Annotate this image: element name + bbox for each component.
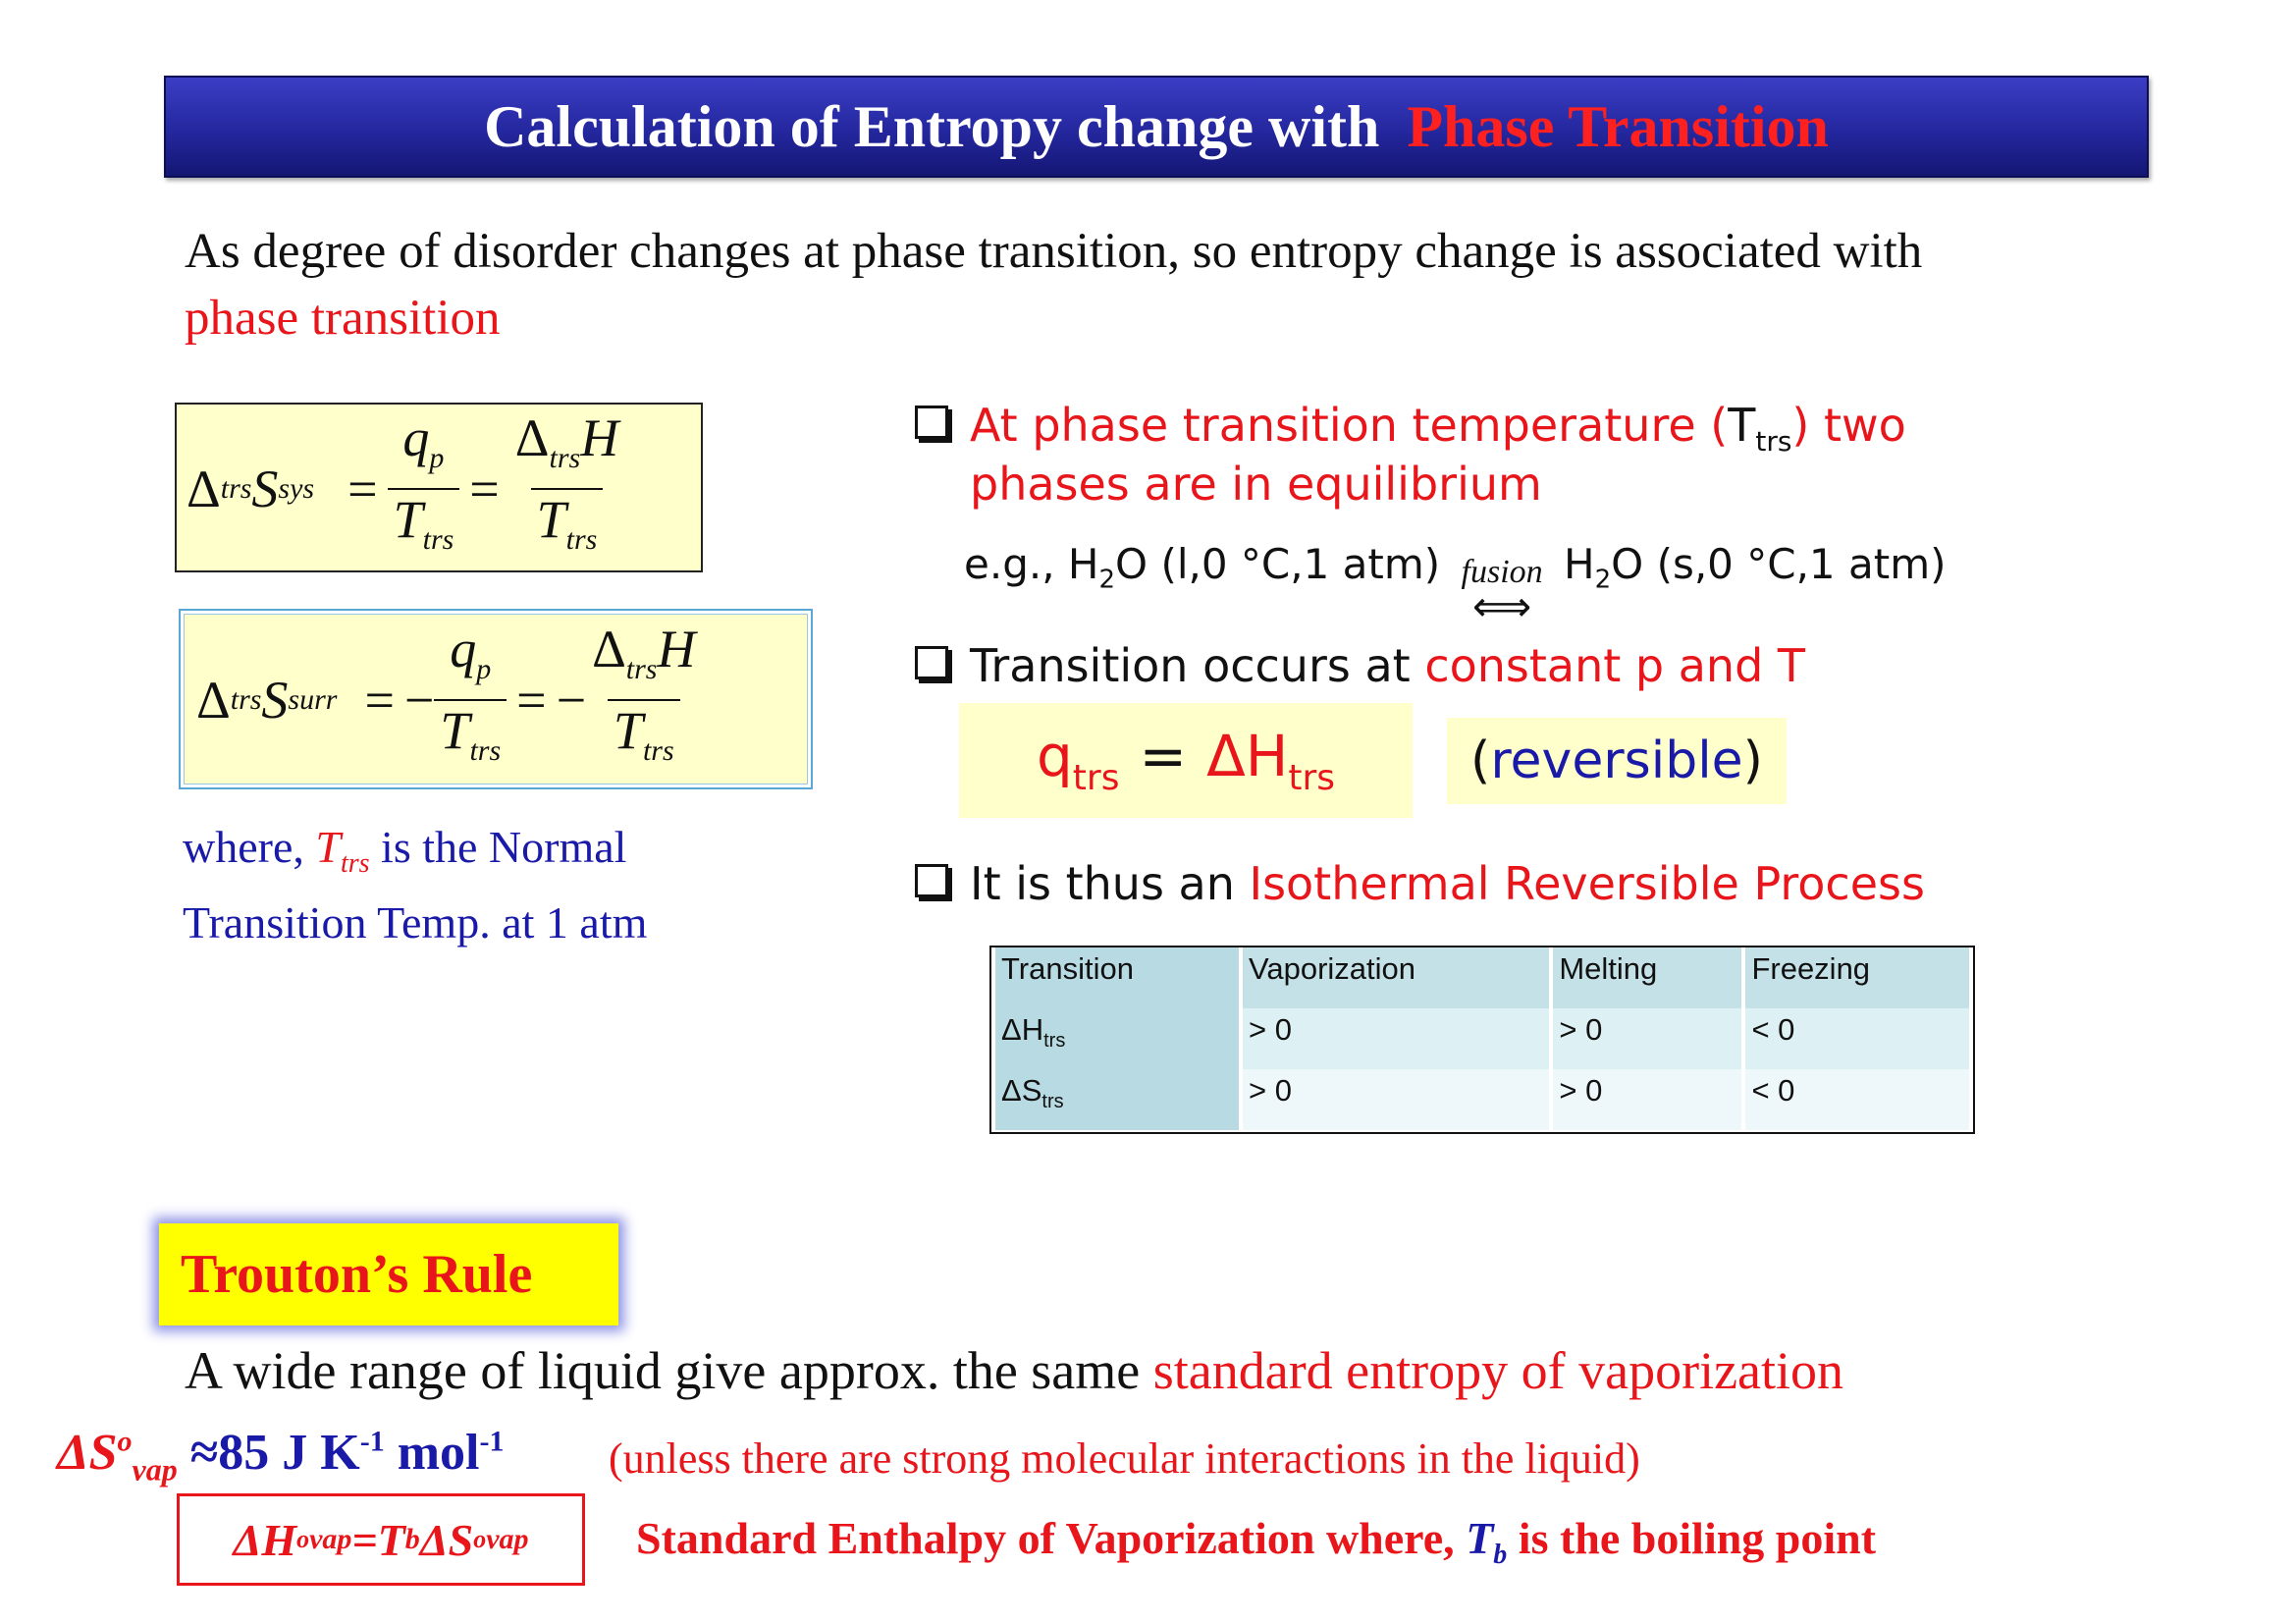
equals-sign: = xyxy=(364,671,395,730)
entropy-vaporization-value xyxy=(57,1424,505,1488)
double-arrow-icon: ⟺ xyxy=(1471,582,1532,630)
minus-sign: − xyxy=(556,671,587,730)
bullet-text: At phase transition temperature ( xyxy=(970,399,1729,452)
bullet-text: It is thus an xyxy=(970,857,1235,910)
intro-paragraph xyxy=(185,218,2187,352)
trouton-text-main: A wide range of liquid give approx. the same xyxy=(185,1341,1141,1400)
caption-text: Standard Enthalpy of Vaporization where, xyxy=(636,1513,1455,1563)
vap-subscript: vap xyxy=(486,1523,529,1555)
enthalpy-vaporization-formula xyxy=(177,1493,585,1586)
t-symbol: T xyxy=(613,701,643,760)
standard-superscript: o xyxy=(117,1425,133,1458)
formula-surroundings-entropy xyxy=(179,609,813,789)
where-suffix: is the Normal xyxy=(381,822,627,872)
sys-subscript: sys xyxy=(278,472,315,505)
table-row-label xyxy=(995,1069,1239,1130)
trs-subscript: trs xyxy=(1072,758,1120,798)
p-subscript: p xyxy=(429,442,445,474)
bullet-constant-p-t xyxy=(915,636,1805,695)
table-cell: > 0 xyxy=(1243,1008,1549,1069)
q-symbol: q xyxy=(402,408,430,467)
delta-s-symbol: ΔS xyxy=(57,1425,118,1481)
transition-table-grid xyxy=(991,947,1973,1130)
trs-subscript: trs xyxy=(340,848,370,880)
trs-subscript: trs xyxy=(220,472,252,505)
table-row-label xyxy=(995,1008,1239,1069)
intro-highlight: phase transition xyxy=(185,291,501,346)
exponent: -1 xyxy=(479,1425,505,1458)
q-equals-delta-h-box xyxy=(959,703,1413,818)
h-symbol: H xyxy=(580,408,619,467)
t-symbol: T xyxy=(393,490,423,549)
where-line2: Transition Temp. at 1 atm xyxy=(183,897,648,948)
open-paren: ( xyxy=(1470,731,1491,790)
table-header-cell: Vaporization xyxy=(1243,947,1549,1008)
example-equation xyxy=(964,535,1947,630)
delta-h-symbol: ΔH xyxy=(1206,723,1289,789)
t-symbol: T xyxy=(315,822,341,872)
table-cell: > 0 xyxy=(1553,1008,1741,1069)
table-cell: < 0 xyxy=(1745,1008,1969,1069)
fraction-q-over-t xyxy=(388,408,460,569)
equals-sign: = xyxy=(1139,723,1188,789)
bullet-text-end: ) two xyxy=(1791,399,1906,452)
trs-subscript: trs xyxy=(1041,1091,1064,1113)
p-subscript: p xyxy=(476,653,492,685)
example-right-state: O (s,0 °C,1 atm) xyxy=(1611,540,1947,588)
mol-unit: mol xyxy=(384,1425,480,1481)
example-left-state: O (l,0 °C,1 atm) xyxy=(1115,540,1441,588)
intro-text: As degree of disorder changes at phase transition, so entropy change is associated with xyxy=(185,224,1923,279)
standard-superscript: o xyxy=(296,1525,310,1553)
molecular-interactions-note: (unless there are strong molecular interactions in the liquid) xyxy=(609,1434,1640,1483)
trs-subscript: trs xyxy=(1043,1030,1066,1053)
example-right-prefix: H xyxy=(1564,540,1595,588)
t-symbol: T xyxy=(1466,1513,1494,1563)
checkbox-bullet-icon xyxy=(915,864,948,897)
formula-system-entropy xyxy=(175,403,703,572)
arrow-label: fusion xyxy=(1461,554,1543,590)
bullet-highlight: constant p and T xyxy=(1424,639,1805,692)
delta-s-symbol: ΔS xyxy=(419,1514,474,1565)
bullet-isothermal xyxy=(915,854,1925,913)
subscript-2: 2 xyxy=(1594,565,1612,595)
delta-symbol: Δ xyxy=(592,620,626,678)
transition-table xyxy=(989,946,1975,1134)
entropy-symbol: S xyxy=(261,671,289,730)
surr-subscript: surr xyxy=(288,683,338,716)
bullet-text: Transition occurs at xyxy=(970,639,1411,692)
trs-subscript: trs xyxy=(625,653,658,685)
troutons-rule-label: Trouton’s Rule xyxy=(159,1223,618,1325)
row-label-text: ΔH xyxy=(1001,1012,1044,1047)
where-prefix: where, xyxy=(183,822,304,872)
fraction-h-over-t xyxy=(509,408,624,569)
table-header-cell: Transition xyxy=(995,947,1239,1008)
b-subscript: b xyxy=(404,1523,420,1555)
where-note xyxy=(183,818,647,952)
exponent: -1 xyxy=(359,1425,385,1458)
reversible-label-box xyxy=(1447,718,1787,804)
delta-symbol: Δ xyxy=(514,408,550,467)
trs-subscript: trs xyxy=(422,523,454,556)
q-symbol: q xyxy=(450,620,477,678)
troutons-rule-text xyxy=(185,1340,1843,1401)
equilibrium-arrow xyxy=(1461,554,1543,630)
trs-subscript: trs xyxy=(469,734,502,767)
standard-superscript: o xyxy=(473,1525,487,1553)
delta-h-symbol: ΔH xyxy=(233,1514,297,1565)
entropy-symbol: S xyxy=(251,460,279,518)
reversible-word: reversible xyxy=(1490,731,1743,790)
caption-suffix: is the boiling point xyxy=(1518,1513,1877,1563)
vap-subscript: vap xyxy=(309,1523,352,1555)
trs-subscript: trs xyxy=(1288,758,1336,798)
equals-sign: = xyxy=(516,671,547,730)
trs-subscript: trs xyxy=(565,523,598,556)
table-header-row xyxy=(995,947,1969,1008)
bullet-phase-equilibrium-line2: phases are in equilibrium xyxy=(970,458,1542,511)
equals-sign: = xyxy=(469,460,500,518)
table-cell: > 0 xyxy=(1243,1069,1549,1130)
fraction-q-over-t xyxy=(434,620,507,781)
table-cell: < 0 xyxy=(1745,1069,1969,1130)
equals-sign: = xyxy=(347,460,378,518)
delta-symbol: Δ xyxy=(196,671,231,730)
checkbox-bullet-icon xyxy=(915,646,948,679)
equals-t: =T xyxy=(351,1514,405,1565)
trs-subscript: trs xyxy=(549,442,581,474)
trs-subscript: trs xyxy=(1755,425,1792,459)
trs-subscript: trs xyxy=(642,734,674,767)
t-symbol: T xyxy=(1728,399,1756,452)
table-cell: > 0 xyxy=(1553,1069,1741,1130)
table-header-cell: Melting xyxy=(1553,947,1741,1008)
table-row xyxy=(995,1069,1969,1130)
title-banner xyxy=(164,76,2149,178)
vap-subscript: vap xyxy=(132,1451,178,1488)
trs-subscript: trs xyxy=(230,683,262,716)
t-symbol: T xyxy=(536,490,566,549)
row-label-text: ΔS xyxy=(1001,1073,1042,1108)
title-highlight: Phase Transition xyxy=(1407,93,1829,159)
t-symbol: T xyxy=(440,701,470,760)
enthalpy-caption xyxy=(636,1512,1876,1571)
h-symbol: H xyxy=(657,620,696,678)
trouton-text-highlight: standard entropy of vaporization xyxy=(1152,1341,1844,1400)
b-subscript: b xyxy=(1493,1540,1508,1571)
subscript-2: 2 xyxy=(1098,565,1116,595)
approx-value: ≈85 J K xyxy=(189,1425,360,1481)
delta-symbol: Δ xyxy=(187,460,221,518)
bullet-highlight: Isothermal Reversible Process xyxy=(1249,857,1925,910)
fraction-h-over-t xyxy=(586,620,701,781)
table-header-cell: Freezing xyxy=(1745,947,1969,1008)
close-paren: ) xyxy=(1742,731,1763,790)
minus-sign: − xyxy=(403,671,435,730)
q-symbol: q xyxy=(1036,723,1073,789)
title-main: Calculation of Entropy change with xyxy=(484,93,1380,159)
table-row xyxy=(995,1008,1969,1069)
checkbox-bullet-icon xyxy=(915,406,948,439)
example-prefix: e.g., H xyxy=(964,540,1099,588)
